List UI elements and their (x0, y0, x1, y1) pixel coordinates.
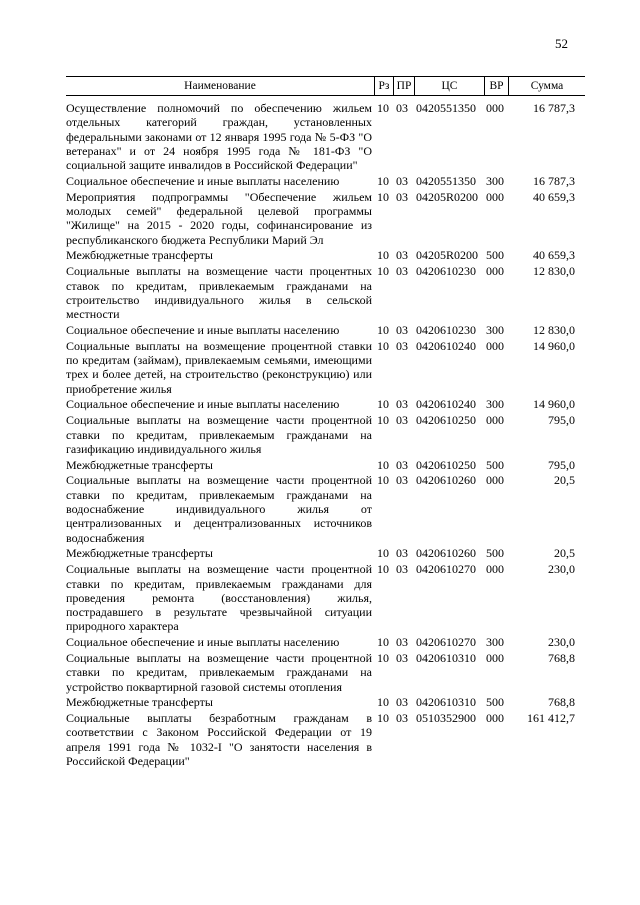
row-name: Социальное обеспечение и иные выплаты населению (66, 173, 340, 188)
table-row (66, 101, 585, 172)
row-rz: 10 (377, 711, 389, 726)
table-header (66, 76, 585, 96)
row-rz: 10 (377, 264, 389, 279)
row-rz: 10 (377, 650, 389, 665)
table-row (66, 174, 585, 188)
table-row (66, 635, 585, 649)
row-cs: 0420610310 (416, 695, 476, 710)
column-header-cs: ЦС (414, 77, 484, 95)
row-rz: 10 (377, 546, 389, 561)
row-rz: 10 (377, 413, 389, 428)
row-pr: 03 (396, 635, 408, 650)
column-header-vr: ВР (484, 77, 508, 95)
row-name: Социальные выплаты на возмещение процентной ставки по кредитам (займам), привлекаемым семьями, имеющими трех и более детей, на строительство (реконструкцию) или приобретение жилья (66, 338, 372, 396)
table-row (66, 711, 585, 768)
row-pr: 03 (396, 322, 408, 337)
row-rz: 10 (377, 635, 389, 650)
row-rz: 10 (377, 248, 389, 263)
row-cs: 0420610250 (416, 413, 476, 428)
row-name: Социальные выплаты на возмещение части процентной ставки по кредитам, привлекаемым гражданами на водоснабжение индивидуального жилья от централизованных и децентрализованных источников водоснабжения (66, 473, 372, 545)
row-pr: 03 (396, 711, 408, 726)
table-row (66, 458, 585, 472)
row-sum: 40 659,3 (533, 248, 575, 263)
row-rz: 10 (377, 173, 389, 188)
row-cs: 0420610230 (416, 322, 476, 337)
row-cs: 0420610270 (416, 635, 476, 650)
row-sum: 161 412,7 (527, 711, 575, 726)
row-sum: 20,5 (554, 546, 575, 561)
row-vr: 000 (486, 264, 504, 279)
row-sum: 14 960,0 (533, 397, 575, 412)
table-row (66, 473, 585, 544)
row-rz: 10 (377, 397, 389, 412)
row-vr: 300 (486, 635, 504, 650)
row-vr: 000 (486, 101, 504, 115)
row-pr: 03 (396, 413, 408, 428)
table-row (66, 546, 585, 560)
row-vr: 300 (486, 322, 504, 337)
row-sum: 14 960,0 (533, 338, 575, 353)
row-cs: 04205R0200 (416, 248, 479, 263)
row-rz: 10 (377, 457, 389, 472)
row-sum: 768,8 (548, 650, 575, 665)
row-name: Социальное обеспечение и иные выплаты населению (66, 397, 340, 412)
row-pr: 03 (396, 101, 408, 115)
row-name: Межбюджетные трансферты (66, 695, 213, 710)
row-rz: 10 (377, 695, 389, 710)
row-vr: 500 (486, 695, 504, 710)
row-vr: 000 (486, 338, 504, 353)
table-row (66, 323, 585, 337)
row-sum: 20,5 (554, 473, 575, 488)
row-pr: 03 (396, 457, 408, 472)
row-sum: 795,0 (548, 457, 575, 472)
row-vr: 500 (486, 248, 504, 263)
row-pr: 03 (396, 248, 408, 263)
row-name: Социальное обеспечение и иные выплаты населению (66, 635, 340, 650)
row-pr: 03 (396, 264, 408, 279)
row-name: Социальные выплаты на возмещение части процентной ставки по кредитам, привлекаемым гражданами на газификацию индивидуального жилья (66, 413, 372, 456)
row-pr: 03 (396, 189, 408, 204)
row-sum: 16 787,3 (533, 101, 575, 115)
row-cs: 0420610230 (416, 264, 476, 279)
page-number: 52 (555, 36, 568, 51)
table-row (66, 190, 585, 247)
column-header-rz: Рз (374, 77, 393, 95)
table-row (66, 562, 585, 633)
row-vr: 000 (486, 711, 504, 726)
table-row (66, 248, 585, 262)
row-name: Межбюджетные трансферты (66, 248, 213, 263)
row-sum: 12 830,0 (533, 264, 575, 279)
row-pr: 03 (396, 397, 408, 412)
table-row (66, 413, 585, 456)
row-pr: 03 (396, 650, 408, 665)
row-pr: 03 (396, 338, 408, 353)
row-sum: 230,0 (548, 562, 575, 577)
row-vr: 000 (486, 650, 504, 665)
row-rz: 10 (377, 189, 389, 204)
row-cs: 0420610310 (416, 650, 476, 665)
row-name: Осуществление полномочий по обеспечению жильем отдельных категорий граждан, установленных федеральными законами от 12 января 1995 года № 5-ФЗ "О ветеранах" и от 24 ноября 1995 года № 181-ФЗ "О социальной защите инвалидов в Российской Федерации" (66, 101, 372, 173)
row-pr: 03 (396, 562, 408, 577)
row-pr: 03 (396, 546, 408, 561)
column-header-pr: ПР (393, 77, 414, 95)
row-cs: 0420610240 (416, 338, 476, 353)
row-cs: 0510352900 (416, 711, 476, 726)
column-header-name: Наименование (184, 80, 256, 92)
row-vr: 300 (486, 173, 504, 188)
table-body (66, 101, 585, 770)
row-sum: 768,8 (548, 695, 575, 710)
row-name: Мероприятия подпрограммы "Обеспечение жильем молодых семей" федеральной целевой программы "Жилище" на 2015 - 2020 годы, софинансирование из республиканского бюджета Республики Марий Эл (66, 189, 372, 247)
row-cs: 0420610270 (416, 562, 476, 577)
row-name: Социальные выплаты на возмещение части процентных ставок по кредитам, привлекаемым гражданами на строительство индивидуального жилья в сельской местности (66, 264, 372, 322)
row-sum: 230,0 (548, 635, 575, 650)
row-name: Социальные выплаты на возмещение части процентной ставки по кредитам, привлекаемым гражданами на устройство поквартирной газовой системы отопления (66, 650, 372, 694)
table-row (66, 339, 585, 396)
row-cs: 0420610260 (416, 473, 476, 488)
row-rz: 10 (377, 562, 389, 577)
row-cs: 0420610240 (416, 397, 476, 412)
row-sum: 40 659,3 (533, 189, 575, 204)
table-row (66, 651, 585, 694)
row-name: Социальные выплаты безработным гражданам в соответствии с Законом Российской Федерации от 19 апреля 1991 года № 1032-I "О занятости населения в Российской Федерации" (66, 711, 372, 769)
row-name: Социальные выплаты на возмещение части процентной ставки по кредитам, привлекаемым гражданами для проведения ремонта (восстановления) жилья, пострадавшего в результате чрезвычайной ситуации природного характера (66, 562, 372, 634)
row-vr: 000 (486, 562, 504, 577)
row-vr: 000 (486, 413, 504, 428)
row-rz: 10 (377, 322, 389, 337)
table-row (66, 397, 585, 411)
row-vr: 000 (486, 189, 504, 204)
row-sum: 795,0 (548, 413, 575, 428)
row-rz: 10 (377, 338, 389, 353)
row-pr: 03 (396, 695, 408, 710)
row-pr: 03 (396, 473, 408, 488)
row-pr: 03 (396, 173, 408, 188)
row-vr: 000 (486, 473, 504, 488)
row-sum: 16 787,3 (533, 173, 575, 188)
row-vr: 500 (486, 546, 504, 561)
row-rz: 10 (377, 101, 389, 115)
row-vr: 500 (486, 457, 504, 472)
row-cs: 0420551350 (416, 101, 476, 115)
column-header-sum: Сумма (508, 77, 585, 95)
row-name: Межбюджетные трансферты (66, 457, 213, 472)
row-cs: 0420551350 (416, 173, 476, 188)
row-vr: 300 (486, 397, 504, 412)
table-row (66, 695, 585, 709)
table-row (66, 264, 585, 321)
row-cs: 0420610250 (416, 457, 476, 472)
row-rz: 10 (377, 473, 389, 488)
row-name: Межбюджетные трансферты (66, 546, 213, 561)
row-cs: 0420610260 (416, 546, 476, 561)
row-cs: 04205R0200 (416, 189, 479, 204)
row-name: Социальное обеспечение и иные выплаты населению (66, 322, 340, 337)
row-sum: 12 830,0 (533, 322, 575, 337)
